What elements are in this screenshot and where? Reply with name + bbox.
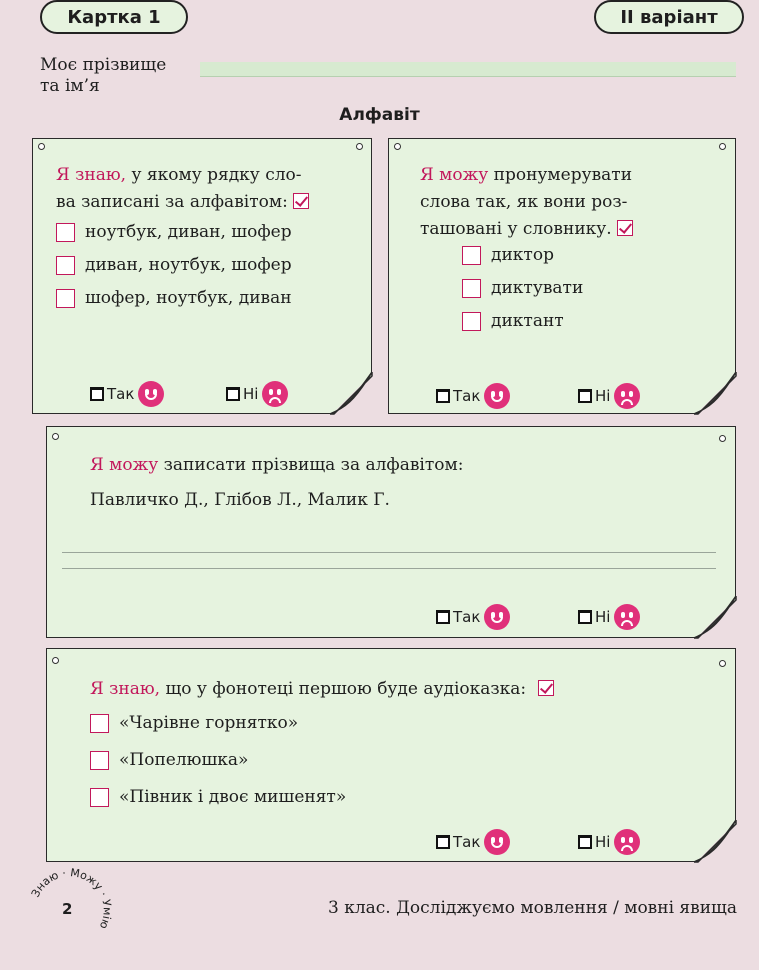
card2-option[interactable]: диктувати <box>462 278 583 298</box>
hole-decoration <box>719 660 726 667</box>
checkbox[interactable] <box>436 610 450 624</box>
card1-option[interactable]: диван, ноутбук, шофер <box>56 255 292 275</box>
no-selfcheck[interactable]: Ні <box>578 604 640 630</box>
writing-line[interactable] <box>62 552 716 553</box>
hole-decoration <box>52 657 59 664</box>
tick-icon <box>293 193 309 209</box>
card4-option[interactable]: «Чарівне горнятко» <box>90 713 298 733</box>
checkbox[interactable] <box>578 835 592 849</box>
card2-option[interactable]: диктор <box>462 245 554 265</box>
page-title: Алфавіт <box>339 105 420 125</box>
number-box[interactable] <box>462 312 481 331</box>
sad-face-icon <box>614 829 640 855</box>
card2-option[interactable]: диктант <box>462 311 564 331</box>
checkbox[interactable] <box>436 835 450 849</box>
sad-face-icon <box>614 383 640 409</box>
card2-prompt: Я можу пронумерувати слова так, як вони роз- ташовані у словнику. <box>420 165 633 239</box>
card1-prompt: Я знаю, у якому рядку сло- ва записані за алфавітом: <box>56 162 309 216</box>
smile-face-icon <box>138 381 164 407</box>
checkbox[interactable] <box>90 788 109 807</box>
smile-face-icon <box>484 604 510 630</box>
checkbox[interactable] <box>90 714 109 733</box>
page-curl-decoration <box>694 820 738 864</box>
page-curl-decoration <box>330 372 374 416</box>
smile-face-icon <box>484 829 510 855</box>
page-curl-decoration <box>694 372 738 416</box>
hole-decoration <box>719 143 726 150</box>
svg-text:Знаю · Можу · Умію: Знаю · Можу · Умію <box>28 866 114 931</box>
card-number-label: Картка 1 <box>40 0 188 34</box>
variant-label: ІІ варіант <box>594 0 744 34</box>
no-selfcheck[interactable]: Ні <box>578 829 640 855</box>
page-curl-decoration <box>694 596 738 640</box>
hole-decoration <box>356 143 363 150</box>
checkbox[interactable] <box>226 387 240 401</box>
tick-icon <box>538 680 554 696</box>
name-input-field[interactable] <box>200 62 736 77</box>
hole-decoration <box>52 433 59 440</box>
card4-option[interactable]: «Попелюшка» <box>90 750 248 770</box>
yes-selfcheck[interactable]: Так <box>436 383 510 409</box>
checkbox[interactable] <box>578 389 592 403</box>
yes-selfcheck[interactable]: Так <box>436 604 510 630</box>
checkbox[interactable] <box>436 389 450 403</box>
checkbox[interactable] <box>56 289 75 308</box>
hole-decoration <box>719 435 726 442</box>
sad-face-icon <box>262 381 288 407</box>
checkbox[interactable] <box>578 610 592 624</box>
checkbox[interactable] <box>56 256 75 275</box>
no-selfcheck[interactable]: Ні <box>578 383 640 409</box>
tick-icon <box>617 220 633 236</box>
yes-selfcheck[interactable]: Так <box>436 829 510 855</box>
page-number: 2 <box>62 900 73 918</box>
sad-face-icon <box>614 604 640 630</box>
number-box[interactable] <box>462 279 481 298</box>
yes-selfcheck[interactable]: Так <box>90 381 164 407</box>
writing-line[interactable] <box>62 568 716 569</box>
card3-prompt: Я можу записати прізвища за алфавітом: <box>90 455 464 475</box>
no-selfcheck[interactable]: Ні <box>226 381 288 407</box>
card1-option[interactable]: шофер, ноутбук, диван <box>56 288 292 308</box>
card1-option[interactable]: ноутбук, диван, шофер <box>56 222 292 242</box>
hole-decoration <box>394 143 401 150</box>
card4-option[interactable]: «Півник і двоє мишенят» <box>90 787 346 807</box>
card3-surnames: Павличко Д., Глібов Л., Малик Г. <box>90 490 390 510</box>
number-box[interactable] <box>462 246 481 265</box>
book-title: 3 клас. Досліджуємо мовлення / мовні явища <box>328 898 737 918</box>
checkbox[interactable] <box>90 387 104 401</box>
card4-prompt: Я знаю, що у фонотеці першою буде аудіоказка: <box>90 676 554 703</box>
checkbox[interactable] <box>56 223 75 242</box>
hole-decoration <box>38 143 45 150</box>
name-label: Моє прізвище та ім’я <box>40 55 167 96</box>
checkbox[interactable] <box>90 751 109 770</box>
smile-face-icon <box>484 383 510 409</box>
